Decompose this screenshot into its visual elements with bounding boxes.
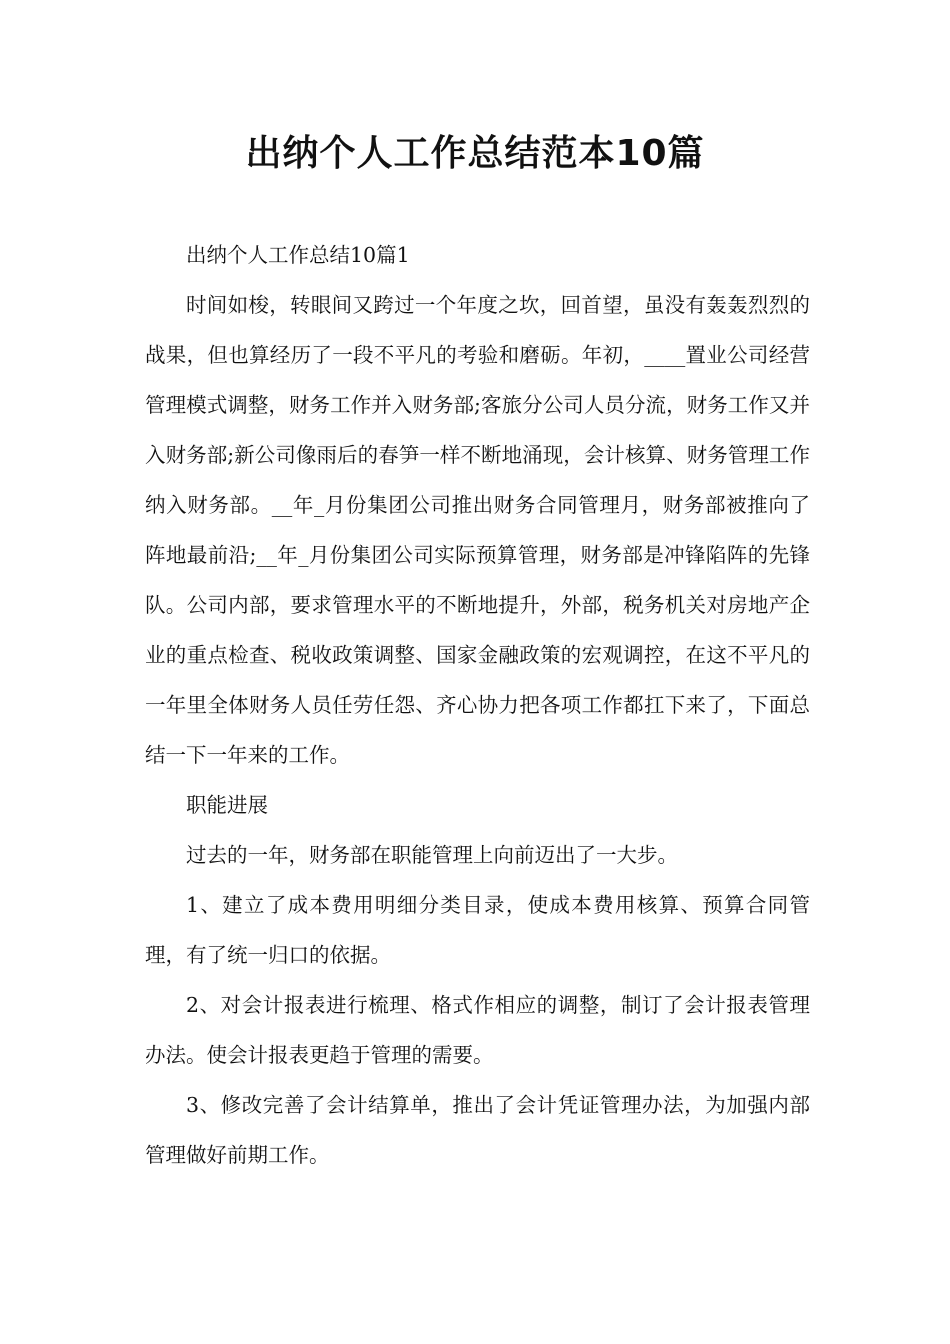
list-item: 3、修改完善了会计结算单，推出了会计凭证管理办法，为加强内部管理做好前期工作。	[145, 1093, 810, 1167]
paragraph: 过去的一年，财务部在职能管理上向前迈出了一大步。	[186, 843, 678, 867]
paragraph: 时间如梭，转眼间又跨过一个年度之坎，回首望，虽没有轰轰烈烈的战果，但也算经历了一段不平凡的考验和磨砺。年初，____置业公司经营管理模式调整，财务工作并入财务部;客旅分公司人员分流，财务工作又并入财务部;新公司像雨后的春笋一样不断地涌现，会计核算、财务管理工作纳入财务部。__年_月份集团公司推出财务合同管理月，财务部被推向了阵地最前沿;__年_月份集团公司实际预算管理，财务部是冲锋陷阵的先锋队。公司内部，要求管理水平的不断地提升，外部，税务机关对房地产企业的重点检查、税收政策调整、国家金融政策的宏观调控，在这不平凡的一年里全体财务人员任劳任怨、齐心协力把各项工作都扛下来了，下面总结一下一年来的工作。	[145, 293, 810, 767]
list-item: 1、建立了成本费用明细分类目录，使成本费用核算、预算合同管理，有了统一归口的依据。	[145, 893, 810, 967]
list-item: 2、对会计报表进行梳理、格式作相应的调整，制订了会计报表管理办法。使会计报表更趋于管理的需要。	[145, 993, 810, 1067]
document-body	[145, 230, 810, 1180]
section-heading: 出纳个人工作总结10篇1	[186, 243, 410, 267]
subsection-heading: 职能进展	[186, 793, 268, 817]
document-title: 出纳个人工作总结范本10篇	[245, 133, 705, 174]
